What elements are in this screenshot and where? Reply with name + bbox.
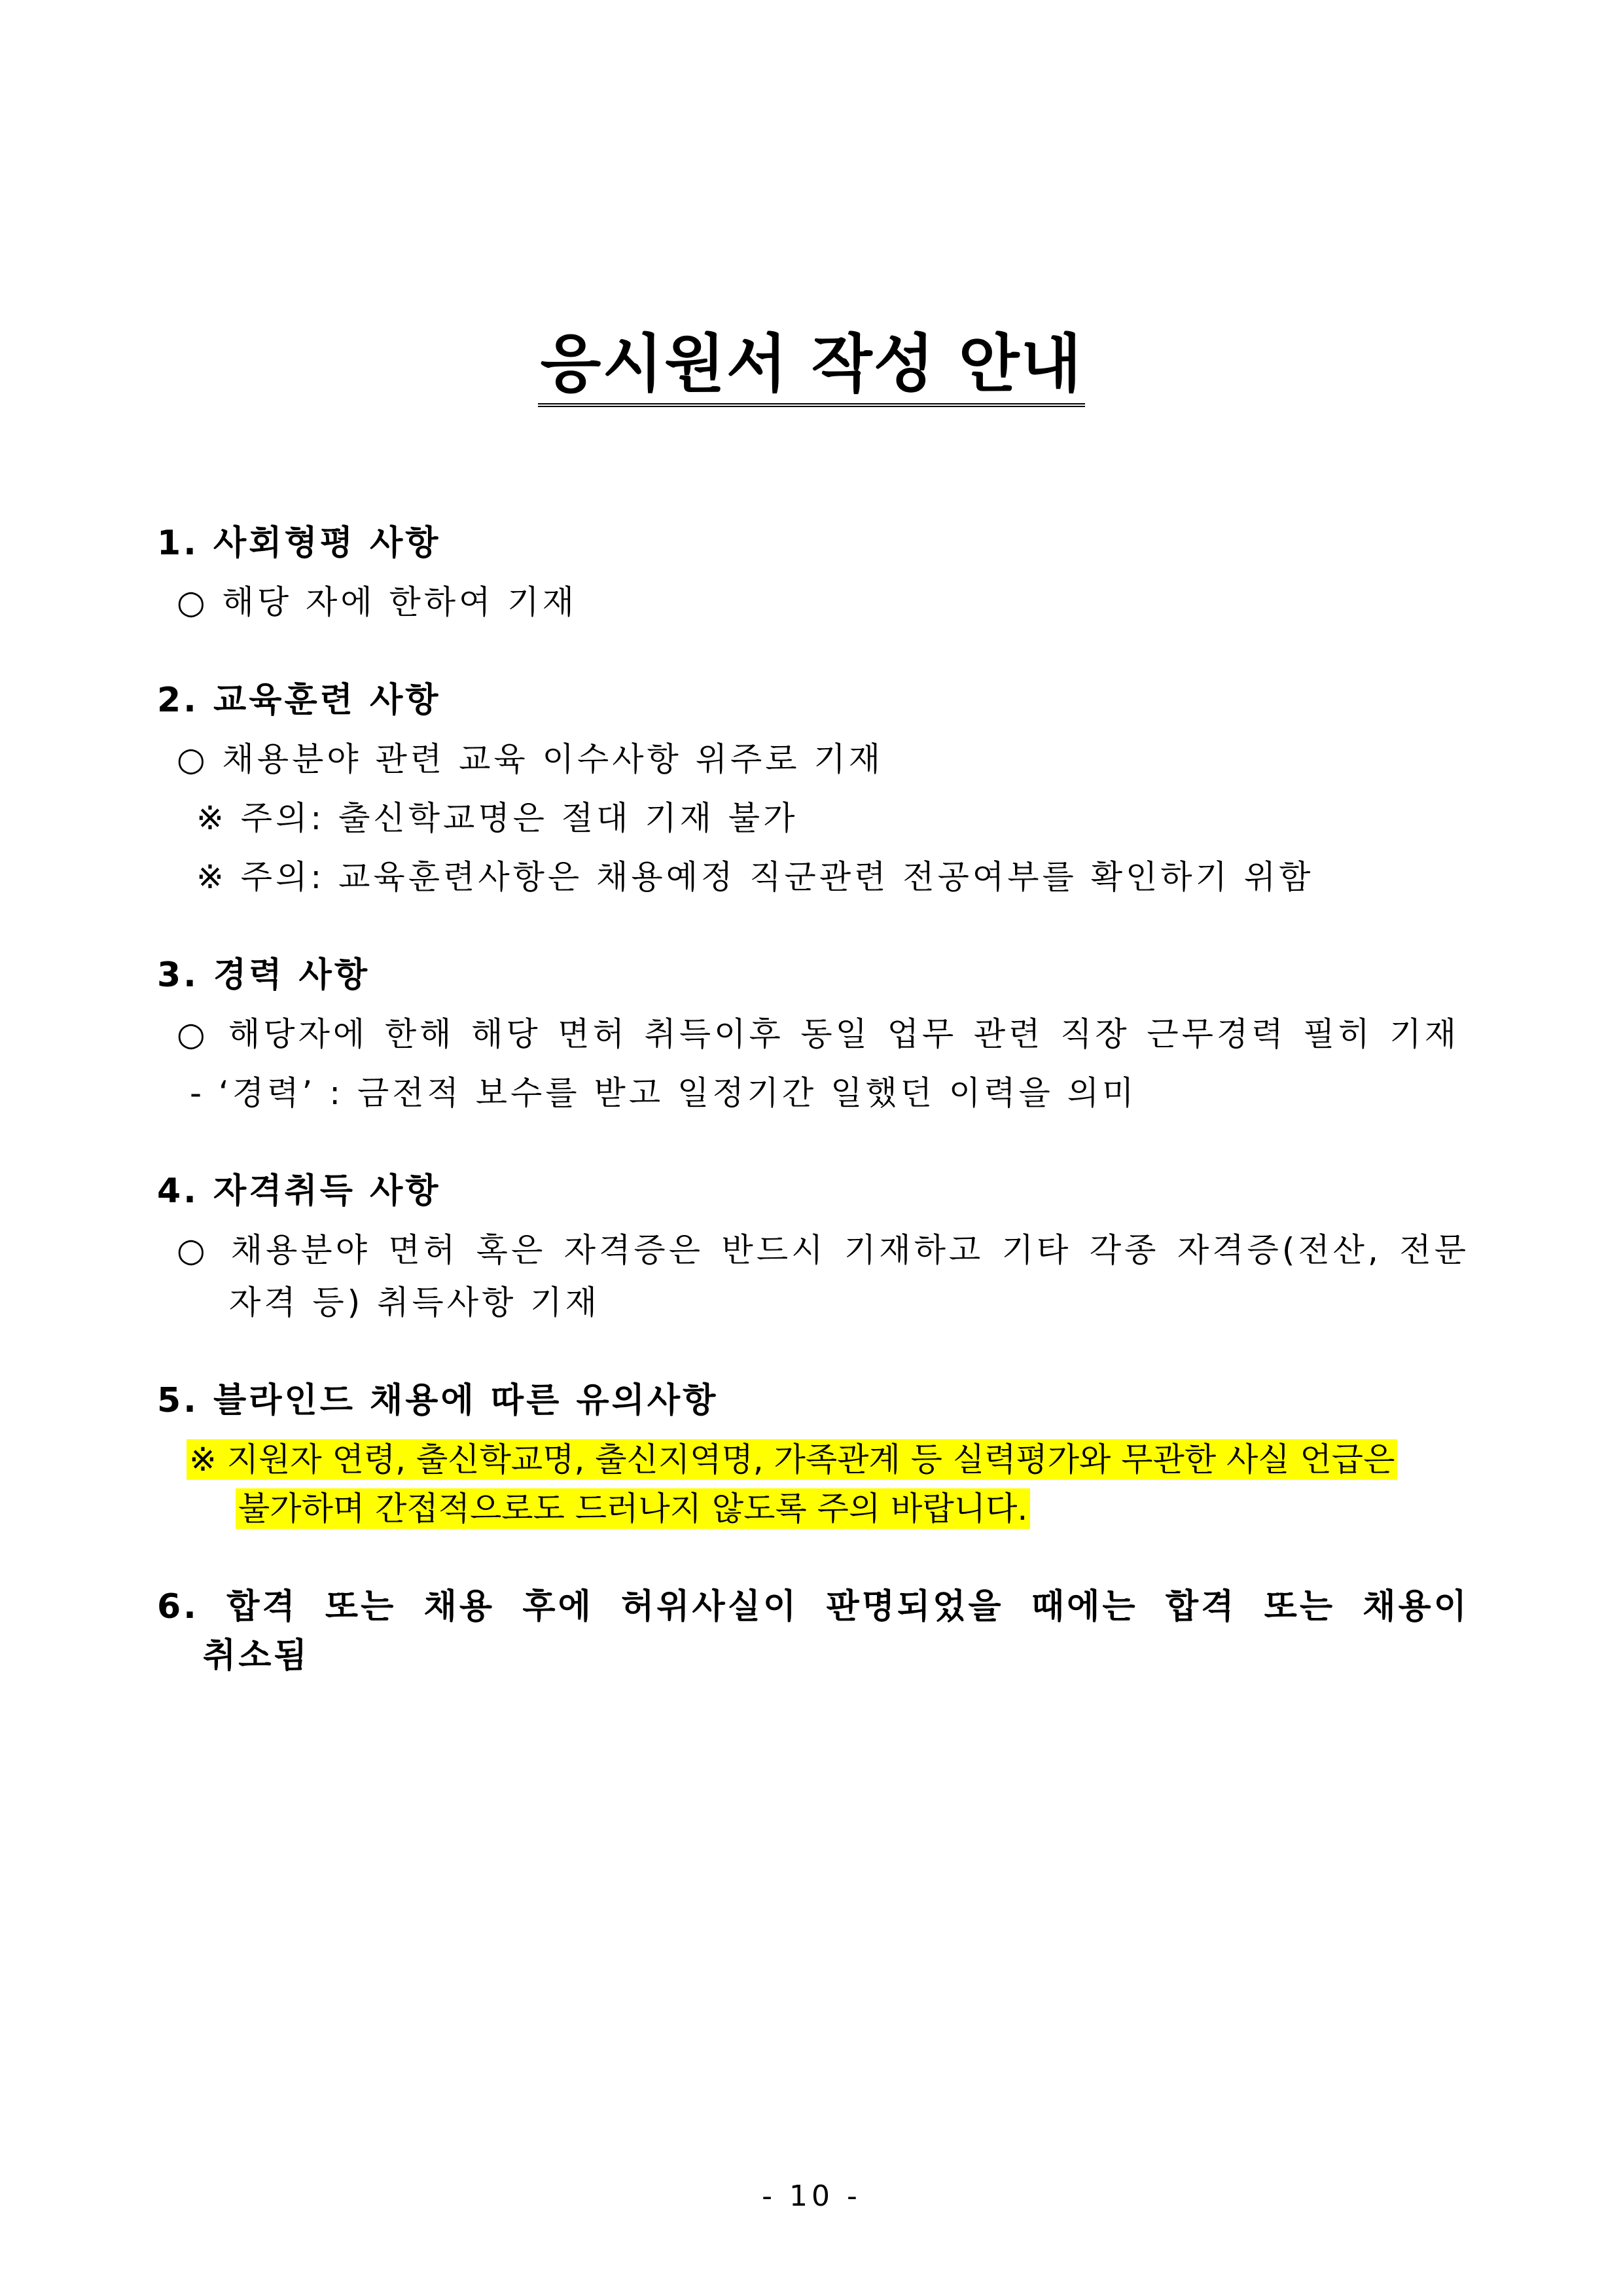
section-2-note-2: ※ 주의: 교육훈련사항은 채용예정 직군관련 전공여부를 확인하기 위함 (196, 858, 1314, 896)
section-3-definition: - ‘경력’ : 금전적 보수를 받고 일정기간 일했던 이력을 의미 (190, 1074, 1137, 1112)
section-4-item-line-1: ○ 채용분야 면허 혹은 자격증은 반드시 기재하고 기타 각종 자격증(전산, 전문 (177, 1231, 1469, 1269)
document-title (0, 327, 1623, 407)
section-6-heading-line-2: 취소됨 (203, 1636, 310, 1676)
section-5-heading: 5. 블라인드 채용에 따른 유의사항 (157, 1381, 719, 1420)
section-2-heading: 2. 교육훈련 사항 (157, 681, 441, 720)
section-6-heading-line-1: 6. 합격 또는 채용 후에 허위사실이 판명되었을 때에는 합격 또는 채용이 (157, 1587, 1469, 1626)
section-1-item: ○ 해당 자에 한하여 기재 (177, 583, 577, 621)
section-4-item-line-2: 자격 등) 취득사항 기재 (229, 1283, 600, 1321)
section-2-note-1: ※ 주의: 출신학교명은 절대 기재 불가 (196, 799, 798, 837)
page-number: - 10 - (762, 2179, 861, 2213)
section-5-notice-line-2 (236, 1489, 1030, 1528)
section-5-notice-line-1 (187, 1440, 1469, 1479)
section-2-item: ○ 채용분야 관련 교육 이수사항 위주로 기재 (177, 740, 884, 778)
highlighted-notice-2: 불가하며 간접적으로도 드러나지 않도록 주의 바랍니다. (236, 1488, 1030, 1529)
section-1-heading: 1. 사회형평 사항 (157, 524, 441, 563)
document-title-text: 응시원서 작성 안내 (538, 330, 1086, 407)
section-3-item: ○ 해당자에 한해 해당 면허 취득이후 동일 업무 관련 직장 근무경력 필히 기재 (177, 1015, 1459, 1053)
highlighted-notice-1: ※ 지원자 연령, 출신학교명, 출신지역명, 가족관계 등 실력평가와 무관한 사실 언급은 (187, 1439, 1397, 1480)
section-4-heading: 4. 자격취득 사항 (157, 1172, 441, 1211)
section-3-heading: 3. 경력 사항 (157, 956, 370, 995)
